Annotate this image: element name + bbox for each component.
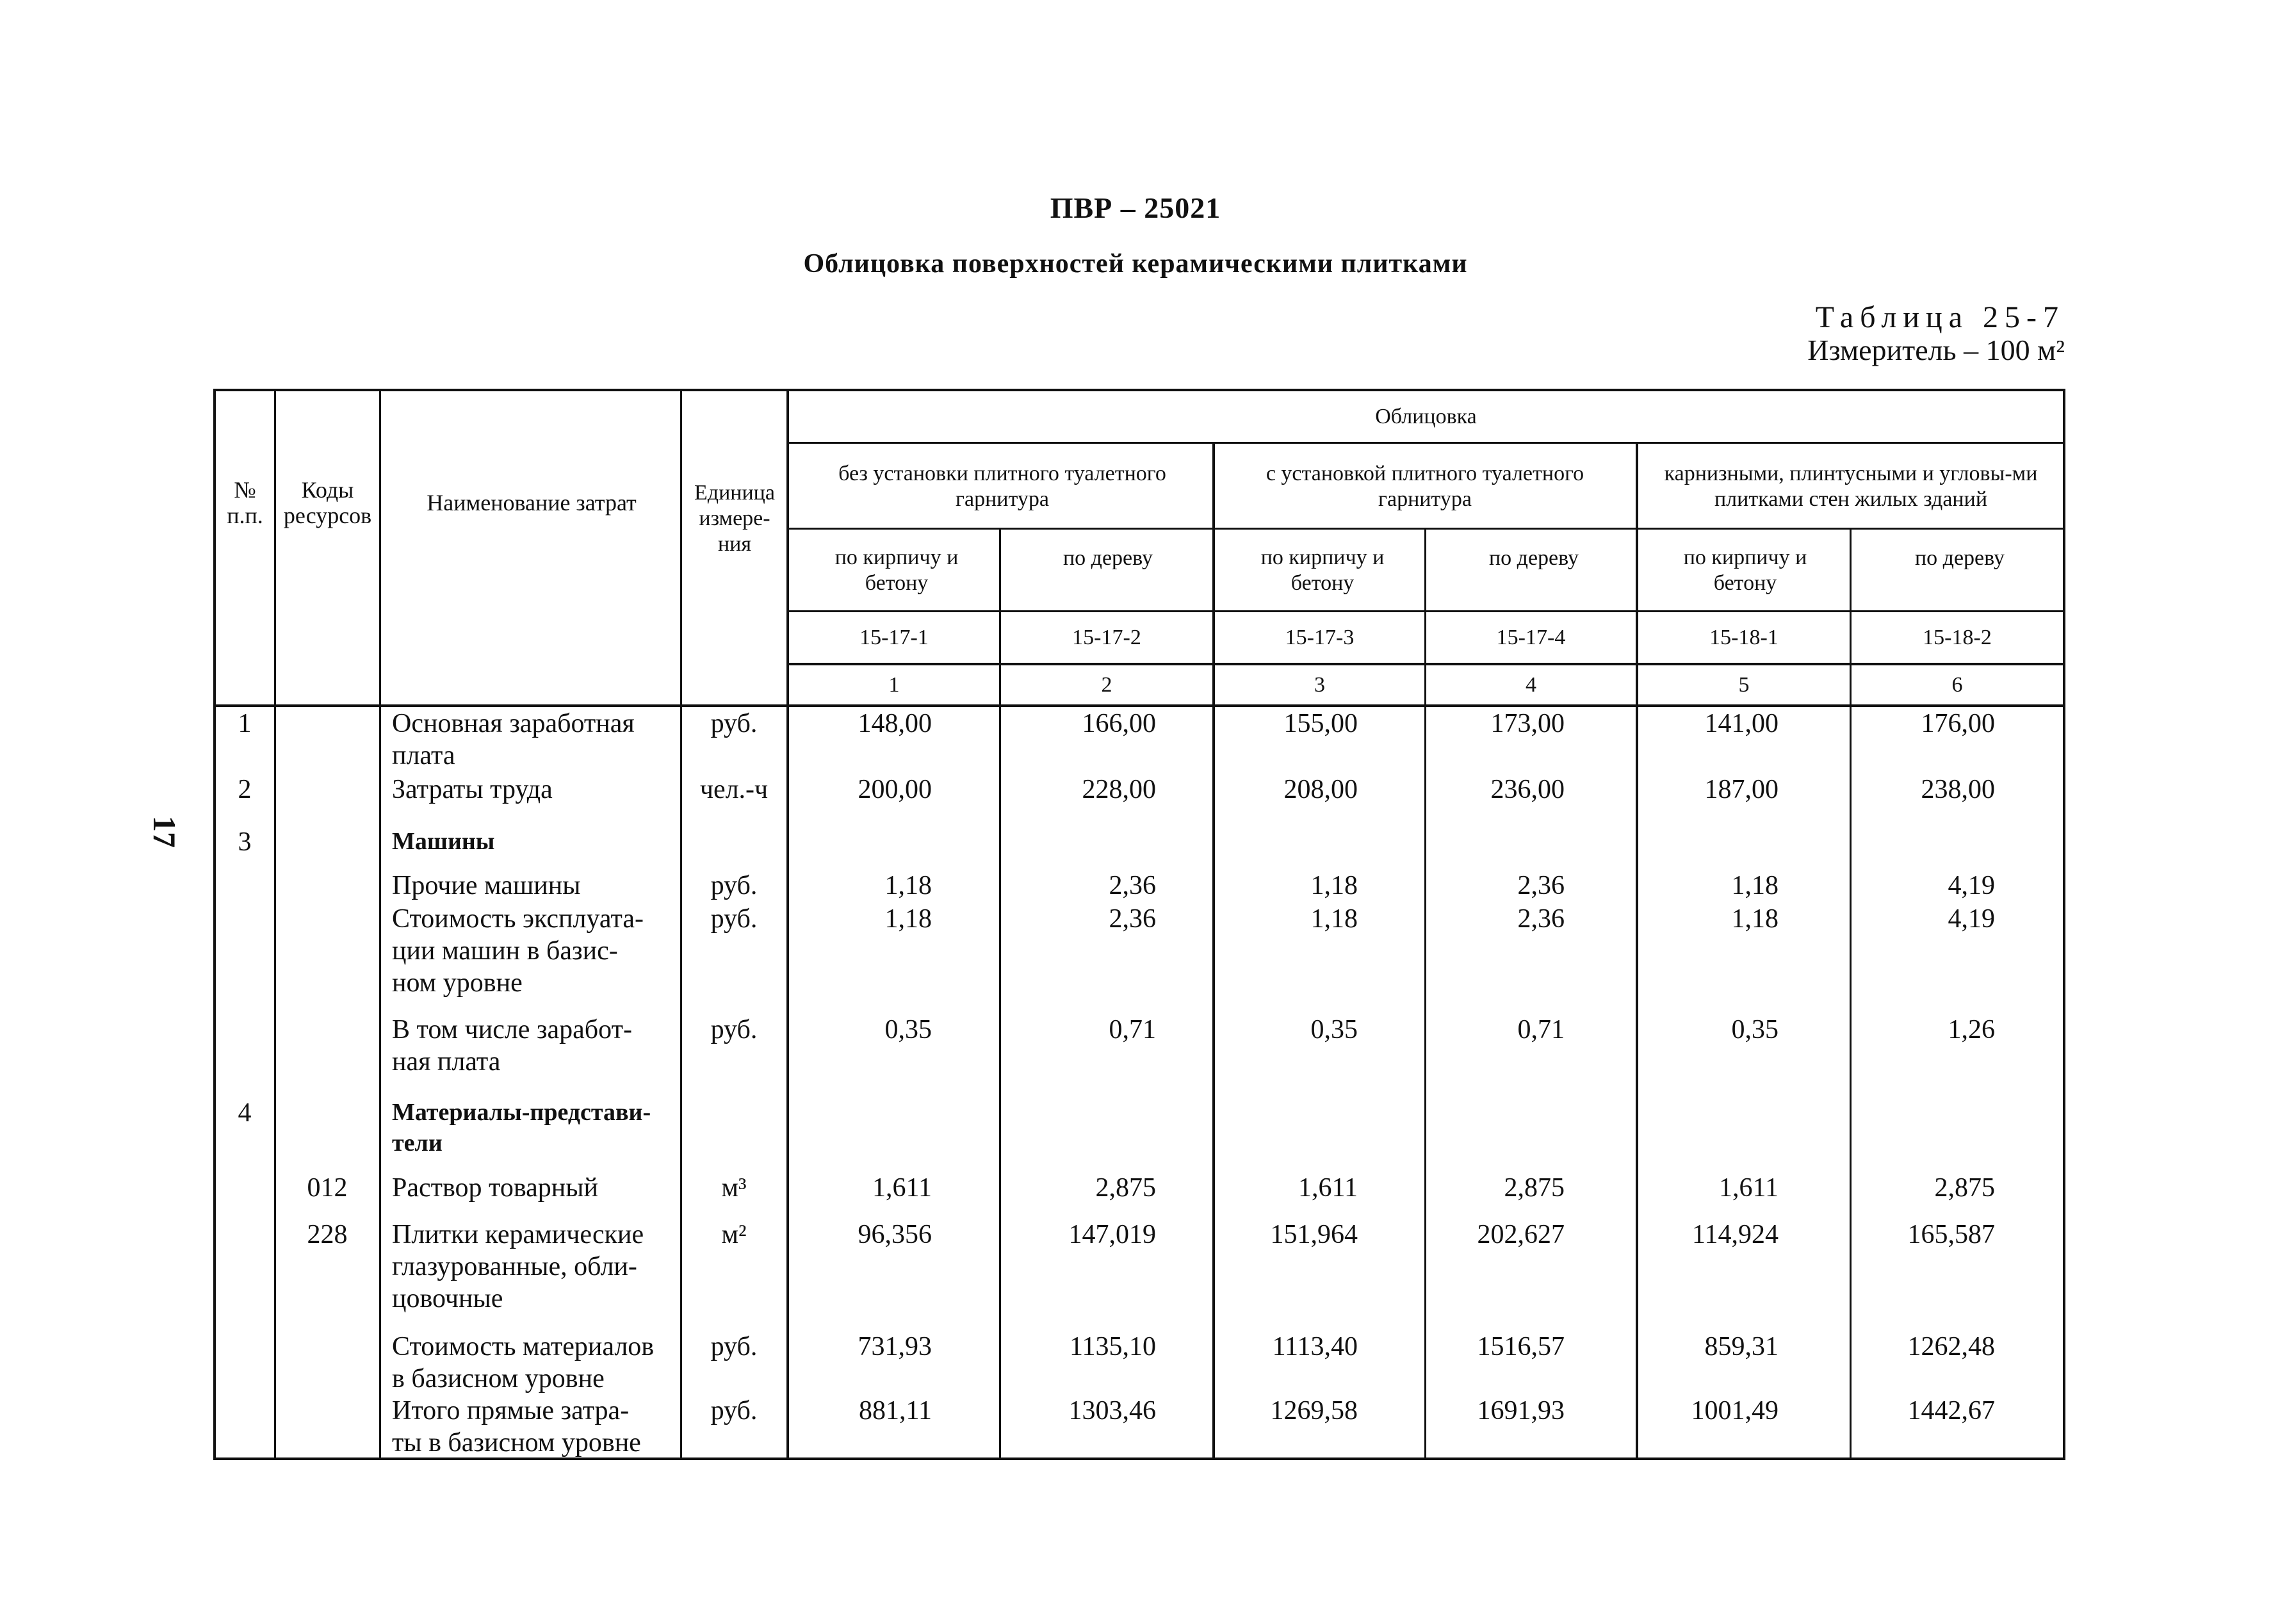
- value-cell: 1,18: [1731, 871, 1779, 900]
- header-subcol-3: по кирпичу и бетону: [1260, 546, 1385, 595]
- unit: руб.: [710, 871, 758, 900]
- cost-name-line: Итого прямые затра-: [392, 1396, 630, 1425]
- value-cell: 141,00: [1704, 709, 1779, 738]
- cost-name-line: ном уровне: [392, 968, 523, 998]
- value-cell: 4,19: [1948, 904, 1995, 934]
- cost-name: [392, 870, 680, 902]
- cost-name-line: глазурованные, обли-: [392, 1252, 637, 1281]
- value-cell: 1269,58: [1270, 1396, 1358, 1425]
- value-cell: 1303,46: [1068, 1396, 1156, 1425]
- row-number: 2: [238, 775, 252, 804]
- cost-name: [392, 903, 680, 999]
- value-cell: 151,964: [1270, 1220, 1358, 1249]
- cost-name-line: ты в базисном уровне: [392, 1428, 641, 1458]
- value-cell: 96,356: [858, 1220, 932, 1249]
- header-number-2: 2: [1101, 672, 1112, 697]
- cost-name-line: Прочие машины: [392, 871, 581, 900]
- cost-name-line: В том числе заработ-: [392, 1015, 632, 1044]
- header-code-5: 15-18-1: [1709, 625, 1779, 649]
- cost-name-line: тели: [392, 1130, 443, 1157]
- cost-name: [392, 1097, 680, 1158]
- value-cell: 1691,93: [1477, 1396, 1565, 1425]
- table-label: Таблица 25-7: [1815, 300, 2065, 334]
- value-cell: 208,00: [1283, 775, 1358, 804]
- header-number-1: 1: [888, 672, 900, 697]
- value-cell: 881,11: [859, 1396, 932, 1425]
- header-group-1: без установки плитного туалетного гарнитура: [838, 462, 1166, 511]
- value-cell: 731,93: [858, 1332, 932, 1361]
- row-number: 1: [238, 709, 252, 738]
- cost-name-line: Стоимость материалов: [392, 1332, 655, 1361]
- unit: м³: [721, 1173, 747, 1203]
- value-cell: 202,627: [1477, 1220, 1565, 1249]
- cost-name-line: плата: [392, 741, 455, 770]
- row-number: 4: [238, 1098, 252, 1128]
- value-cell: 2,36: [1517, 904, 1565, 934]
- value-cell: 1,26: [1948, 1015, 1995, 1044]
- cost-name: [392, 1172, 680, 1204]
- value-cell: 4,19: [1948, 871, 1995, 900]
- value-cell: 1,611: [1719, 1173, 1779, 1203]
- unit: руб.: [710, 1015, 758, 1044]
- unit: руб.: [710, 1332, 758, 1361]
- header-group-2: с установкой плитного туалетного гарнитура: [1266, 462, 1584, 511]
- cost-name-line: в базисном уровне: [392, 1364, 605, 1393]
- cost-name-line: ции машин в базис-: [392, 936, 618, 966]
- cost-name-line: ная плата: [392, 1047, 501, 1076]
- value-cell: 148,00: [858, 709, 932, 738]
- value-cell: 1,611: [1298, 1173, 1358, 1203]
- value-cell: 1001,49: [1691, 1396, 1779, 1425]
- value-cell: 1,18: [884, 871, 932, 900]
- value-cell: 1516,57: [1477, 1332, 1565, 1361]
- value-cell: 1,611: [872, 1173, 932, 1203]
- header-group-main: Облицовка: [1375, 404, 1477, 428]
- header-number-4: 4: [1526, 672, 1536, 697]
- cost-name: [392, 708, 680, 772]
- header-subcol-1: по кирпичу и бетону: [834, 546, 959, 595]
- header-code-2: 15-17-2: [1072, 625, 1141, 649]
- header-code-4: 15-17-4: [1496, 625, 1566, 649]
- row-number: 3: [238, 827, 252, 857]
- resource-code: 012: [307, 1173, 348, 1203]
- cost-name: [392, 1219, 680, 1315]
- value-cell: 2,36: [1517, 871, 1565, 900]
- value-cell: 2,36: [1109, 871, 1156, 900]
- header-group-3: карнизными, плинтусными и угловы-ми плитками стен жилых зданий: [1664, 462, 2038, 511]
- cost-name-line: цовочные: [392, 1284, 503, 1313]
- cost-name-line: Раствор товарный: [392, 1173, 598, 1203]
- value-cell: 176,00: [1921, 709, 1995, 738]
- value-cell: 1113,40: [1272, 1332, 1358, 1361]
- header-number-6: 6: [1951, 672, 1963, 697]
- cost-name-line: Плитки керамические: [392, 1220, 644, 1249]
- header-col-name: Наименование затрат: [427, 490, 637, 516]
- cost-name: [392, 774, 680, 806]
- unit: руб.: [710, 1396, 758, 1425]
- value-cell: 155,00: [1283, 709, 1358, 738]
- cost-name: [392, 1395, 680, 1459]
- header-col-unit: Единица измере-ния: [694, 481, 775, 556]
- page-number: 17: [147, 816, 183, 848]
- value-cell: 1,18: [1731, 904, 1779, 934]
- value-cell: 0,71: [1517, 1015, 1565, 1044]
- cost-name: [392, 1331, 680, 1395]
- header-code-1: 15-17-1: [859, 625, 929, 649]
- value-cell: 1262,48: [1907, 1332, 1995, 1361]
- document-code: ПВР – 25021: [1050, 191, 1221, 224]
- value-cell: 187,00: [1704, 775, 1779, 804]
- value-cell: 200,00: [858, 775, 932, 804]
- header-number-5: 5: [1738, 672, 1750, 697]
- value-cell: 147,019: [1068, 1220, 1156, 1249]
- cost-name-line: Затраты труда: [392, 775, 553, 804]
- resource-code: 228: [307, 1220, 348, 1249]
- header-subcol-4: по дереву: [1488, 546, 1579, 570]
- cost-name-line: Материалы-представи-: [392, 1099, 651, 1126]
- value-cell: 166,00: [1082, 709, 1156, 738]
- header-col-codes: Коды ресурсов: [283, 477, 372, 528]
- header-subcol-6: по дереву: [1914, 546, 2005, 570]
- document-title: Облицовка поверхностей керамическими плитками: [803, 249, 1468, 279]
- value-cell: 238,00: [1921, 775, 1995, 804]
- header-subcol-5: по кирпичу и бетону: [1683, 546, 1807, 595]
- value-cell: 0,35: [1731, 1015, 1779, 1044]
- value-cell: 2,875: [1095, 1173, 1156, 1203]
- value-cell: 1,18: [1310, 871, 1358, 900]
- value-cell: 0,35: [1310, 1015, 1358, 1044]
- header-col-no: № п.п.: [227, 477, 263, 528]
- value-cell: 1,18: [884, 904, 932, 934]
- value-cell: 165,587: [1907, 1220, 1995, 1249]
- cost-name: [392, 826, 680, 857]
- unit: руб.: [710, 709, 758, 738]
- cost-name-line: Машины: [392, 828, 495, 855]
- value-cell: 1,18: [1310, 904, 1358, 934]
- header-number-3: 3: [1314, 672, 1325, 697]
- cost-name-line: Стоимость эксплуата-: [392, 904, 644, 934]
- value-cell: 2,36: [1109, 904, 1156, 934]
- value-cell: 173,00: [1490, 709, 1565, 738]
- value-cell: 1442,67: [1907, 1396, 1995, 1425]
- value-cell: 859,31: [1704, 1332, 1779, 1361]
- header-code-6: 15-18-2: [1923, 625, 1992, 649]
- header-subcol-2: по дереву: [1062, 546, 1153, 570]
- unit: руб.: [710, 904, 758, 934]
- value-cell: 114,924: [1692, 1220, 1779, 1249]
- cost-name: [392, 1014, 680, 1078]
- unit: м²: [721, 1220, 747, 1249]
- value-cell: 0,71: [1109, 1015, 1156, 1044]
- cost-name-line: Основная заработная: [392, 709, 635, 738]
- unit: чел.-ч: [699, 775, 769, 804]
- value-cell: 1135,10: [1070, 1332, 1156, 1361]
- meter-label: Измеритель – 100 м²: [1807, 334, 2065, 366]
- header-code-3: 15-17-3: [1285, 625, 1355, 649]
- value-cell: 228,00: [1082, 775, 1156, 804]
- value-cell: 236,00: [1490, 775, 1565, 804]
- value-cell: 0,35: [884, 1015, 932, 1044]
- value-cell: 2,875: [1934, 1173, 1995, 1203]
- value-cell: 2,875: [1504, 1173, 1565, 1203]
